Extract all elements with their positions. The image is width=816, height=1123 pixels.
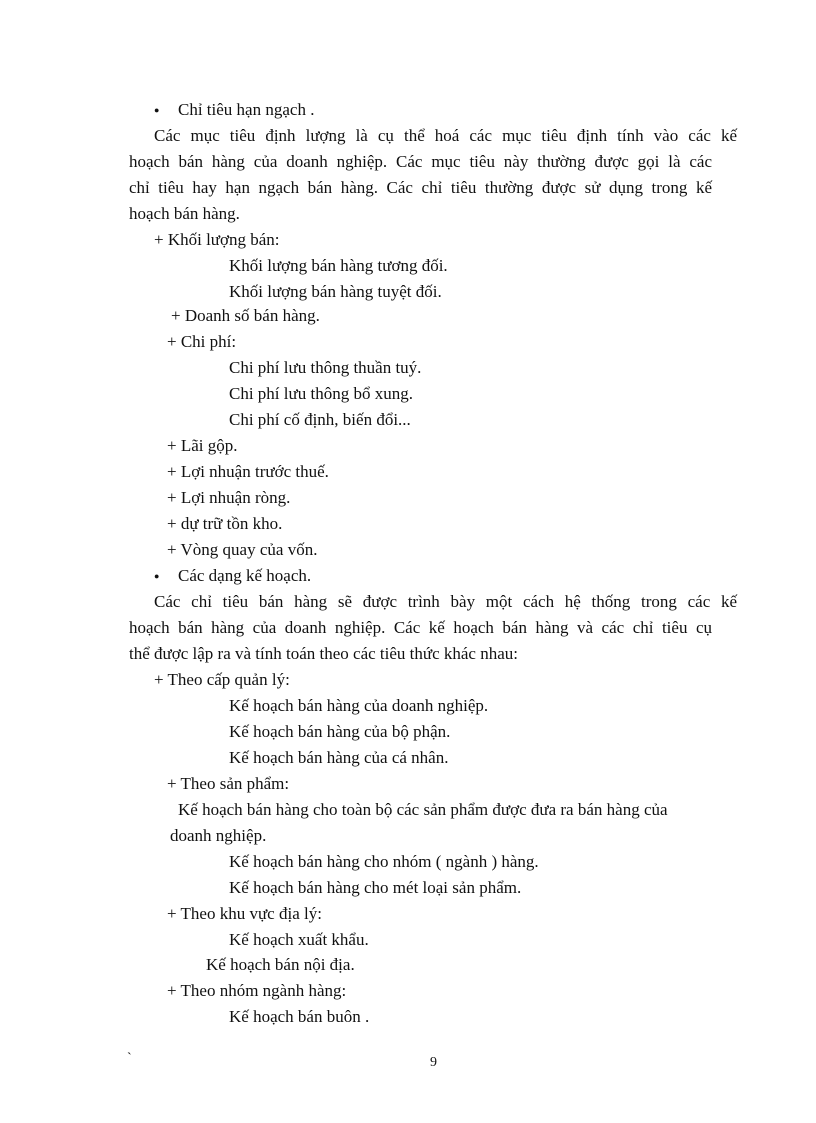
list-item-costs: + Chi phí: [167,332,237,351]
list-item-revenue: + Doanh số bán hàng. [171,306,320,325]
list-item-gross-profit: + Lãi gộp. [167,436,238,455]
sub-item: doanh nghiệp. [170,826,267,845]
sub-item: Kế hoạch bán hàng của cá nhân. [229,748,449,767]
list-item-by-industry: + Theo nhóm ngành hàng: [167,981,347,1000]
paragraph-line: hoạch bán hàng. [129,204,240,223]
sub-item: Kế hoạch bán buôn . [229,1007,370,1026]
list-item-sales-volume: + Khối lượng bán: [154,230,280,249]
list-item-pretax-profit: + Lợi nhuận trước thuế. [167,462,329,481]
sub-item: Chi phí cố định, biến đổi... [229,410,411,429]
sub-item: Kế hoạch bán hàng cho toàn bộ các sản phẩm được đưa ra bán hàng của [178,800,668,819]
footer-mark: ` [127,1051,132,1066]
list-item-by-region: + Theo khu vực địa lý: [167,904,322,923]
sub-item: Khối lượng bán hàng tương đối. [229,256,448,275]
sub-item: Chi phí lưu thông bổ xung. [229,384,413,403]
section-heading-quota: Chỉ tiêu hạn ngạch . [178,100,315,119]
sub-item: Kế hoạch bán hàng của doanh nghiệp. [229,696,489,715]
sub-item: Kế hoạch xuất khẩu. [229,930,369,949]
paragraph-line: hoạch bán hàng của doanh nghiệp. Các mục tiêu này thường được gọi là các [129,152,712,171]
paragraph-line: Các mục tiêu định lượng là cụ thể hoá các mục tiêu định tính vào các kế [154,126,737,145]
sub-item: Kế hoạch bán hàng cho nhóm ( ngành ) hàng. [229,852,539,871]
sub-item: Kế hoạch bán hàng của bộ phận. [229,722,451,741]
sub-item: Khối lượng bán hàng tuyệt đối. [229,282,442,301]
sub-item: Chi phí lưu thông thuần tuý. [229,358,422,377]
bullet-icon: ● [154,571,160,581]
page-number: 9 [430,1055,437,1070]
list-item-inventory: + dự trữ tồn kho. [167,514,283,533]
section-heading-plan-types: Các dạng kế hoạch. [178,566,312,585]
list-item-by-product: + Theo sản phẩm: [167,774,290,793]
list-item-net-profit: + Lợi nhuận ròng. [167,488,291,507]
paragraph-line: chỉ tiêu hay hạn ngạch bán hàng. Các chỉ tiêu thường được sử dụng trong kế [129,178,712,197]
sub-item: Kế hoạch bán nội địa. [206,955,355,974]
list-item-by-management-level: + Theo cấp quản lý: [154,670,290,689]
list-item-capital-turnover: + Vòng quay của vốn. [167,540,318,559]
bullet-icon: ● [154,105,160,115]
paragraph-line: hoạch bán hàng của doanh nghiệp. Các kế hoạch bán hàng và các chỉ tiêu cụ [129,618,712,637]
paragraph-line: Các chỉ tiêu bán hàng sẽ được trình bày một cách hệ thống trong các kế [154,592,737,611]
paragraph-line: thể được lập ra và tính toán theo các tiêu thức khác nhau: [129,644,518,663]
sub-item: Kế hoạch bán hàng cho mét loại sản phẩm. [229,878,522,897]
